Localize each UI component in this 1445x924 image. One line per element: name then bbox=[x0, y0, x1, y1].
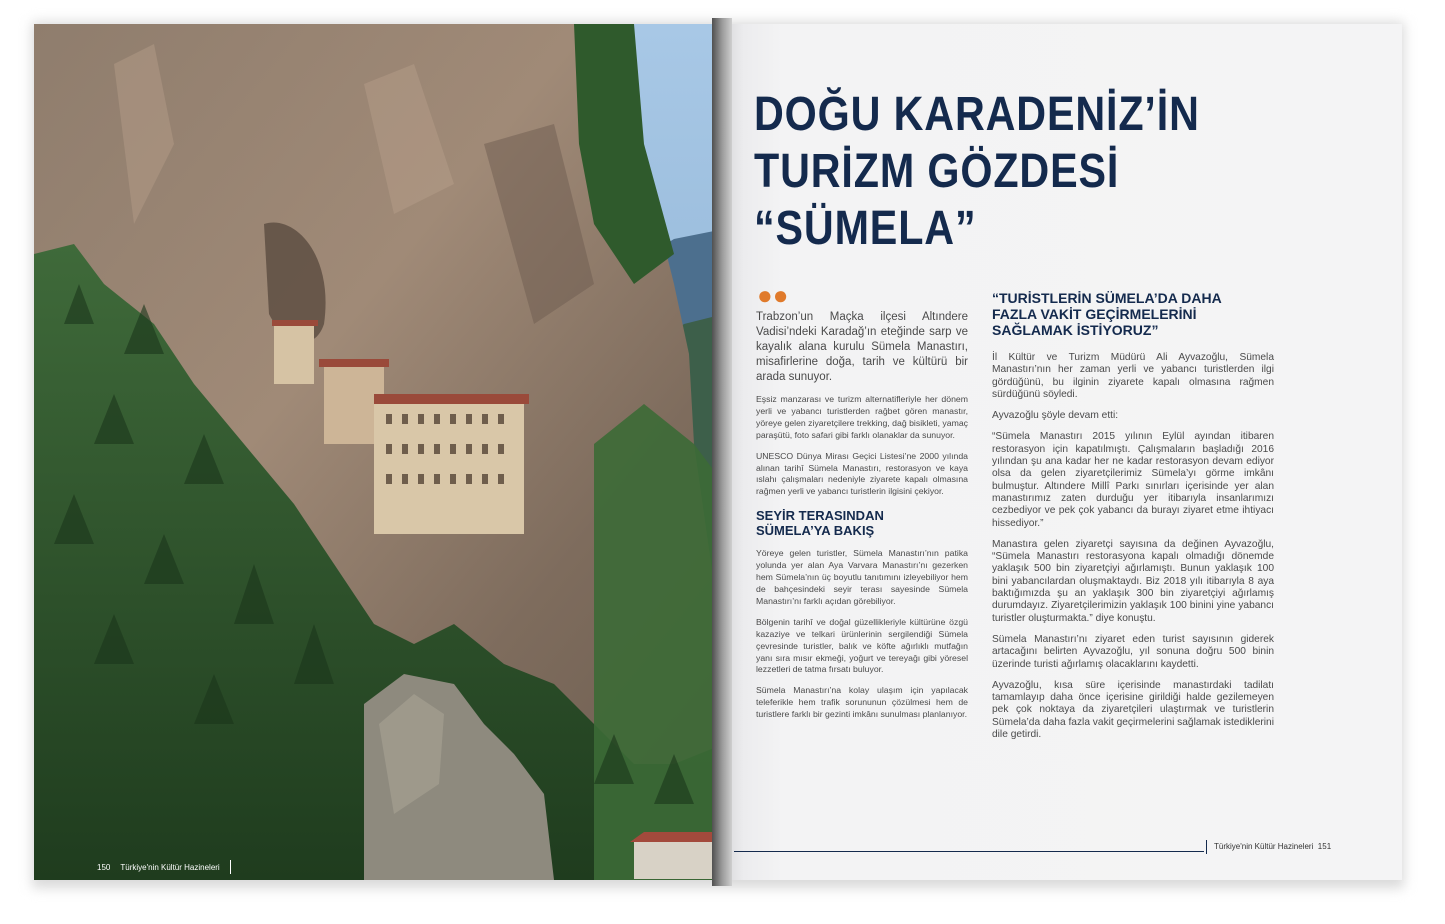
title-line: DOĞU KARADENİZ’İN bbox=[754, 88, 1200, 141]
article-column-right bbox=[992, 290, 1274, 750]
right-page-article bbox=[722, 24, 1402, 880]
body-paragraph: UNESCO Dünya Mirası Geçici Listesi’ne 2000 yılında alınan tarihî Sümela Manastırı, restorasyon ve kaya ıslahı çalışmaları nedeniyle ziyarete kapalı olmasına rağmen yerli ve yabancı turistlerin ilgisini çekiyor. bbox=[756, 450, 968, 497]
body-paragraph: Eşsiz manzarası ve turizm alternatifleriyle her dönem yerli ve yabancı turistlerden rağbet gören manastır, yöreye gelen ziyaretçilere trekking, dağ bisikleti, yamaç paraşütü, foto safari gibi farklı olanaklar da sunuyor. bbox=[756, 394, 968, 440]
body-paragraph: Sümela Manastırı’nı ziyaret eden turist sayısının giderek artacağını belirten Ayvazoğlu, yıl sonuna doğru 500 binin üzerinde turisti ağırlamış olacaklarını kaydetti. bbox=[992, 633, 1274, 670]
right-page-footer bbox=[734, 840, 1334, 856]
right-page-number: 151 bbox=[1317, 842, 1332, 851]
right-running-title: Türkiye'nin Kültür Hazineleri bbox=[1214, 842, 1314, 851]
section-heading-quote bbox=[992, 290, 1274, 338]
body-paragraph: Yöreye gelen turistler, Sümela Manastırı’nın patika yolunda yer alan Aya Varvara Manastırı’nı gezerken hem Sümela’nın üç boyutlu tanıtımını izleyebiliyor hem de bahçesindeki seyir terası sayesinde Sümela Manastırı’nı farklı açıdan görebiliyor. bbox=[756, 548, 968, 606]
left-running-title: Türkiye'nin Kültür Hazineleri bbox=[120, 862, 220, 872]
article-title bbox=[754, 86, 1287, 257]
title-line: “SÜMELA” bbox=[754, 202, 977, 255]
body-paragraph: Manastıra gelen ziyaretçi sayısına da değinen Ayvazoğlu, “Sümela Manastırı restorasyona kapalı olmadığı dönemde yaklaşık 500 bin ziyaretçiyi ağırlamıştı. Bunun yaklaşık 100 bini yabancılardan oluşmaktaydı. Biz 2018 yılı itibarıyla 8 aya baktığımızda şu an yaklaşık 300 bin ziyaretçiyi ağırlamış durumdayız. Ziyaretçilerimizin yaklaşık 100 binini yine yabancı turistler oluşturmakta.” diye konuştu. bbox=[992, 538, 1274, 624]
title-line: TURİZM GÖZDESİ bbox=[754, 145, 1120, 198]
spine-fold bbox=[712, 18, 732, 886]
section-subheading bbox=[756, 508, 968, 538]
body-paragraph: Ayvazoğlu şöyle devam etti: bbox=[992, 410, 1119, 422]
subheading-line: SÜMELA’YA BAKIŞ bbox=[756, 523, 875, 539]
heading-line: “TURİSTLERİN SÜMELA’DA DAHA bbox=[992, 290, 1222, 306]
subheading-line: SEYİR TERASINDAN bbox=[756, 508, 884, 524]
body-paragraph: Bölgenin tarihî ve doğal güzellikleriyle kültürüne özgü kazaziye ve telkari ürünlerinin sergilendiği Sümela çevresinde turistler, balık ve köfte ağırlıklı mutfağın yanı sıra mısır ekmeği, yoğurt ve tereyağı gibi yöresel lezzetleri de tatma fırsatı buluyor. bbox=[756, 616, 968, 675]
footer-text bbox=[1214, 842, 1331, 851]
body-paragraph: “Sümela Manastırı 2015 yılının Eylül ayından itibaren restorasyon için kapatılmıştı. Çalışmaların başladığı 2016 yılından şu ana kadar her ne kadar restorasyon devam ediyor olsa da gelen ziyaretçilerimiz Sümela’yı görme imkânı bulmuştur. Altındere Millî Parkı sınırları içerisinde yer alan manastırımız zaten durduğu yer itibarıyla insanlarımızı cezbediyor ve pek çok yabancı da burayı ziyaret etme ihtiyacı hissediyor.” bbox=[992, 431, 1274, 529]
article-column-left bbox=[756, 310, 968, 730]
body-paragraph: Sümela Manastırı’na kolay ulaşım için yapılacak teleferikle hem trafik sorununun çözülmesi hem de turistlere farklı bir gezinti imkânı sunulması planlanıyor. bbox=[756, 685, 968, 720]
footer-divider bbox=[230, 860, 231, 874]
lead-paragraph: Trabzon’un Maçka ilçesi Altındere Vadisi’ndeki Karadağ’ın eteğinde sarp ve kayalık alana kurulu Sümela Manastırı, misafirlerine doğa, tarih ve kültürü bir arada sunuyor. bbox=[756, 311, 968, 383]
left-page-footer bbox=[97, 860, 231, 874]
body-paragraph: Ayvazoğlu, kısa süre içerisinde manastırdaki tadilatı tamamlayıp daha önce içerisine girildiği halde gezilemeyen pek çok noktaya da ziyaretçileri ulaştırmak ve turistlerin Sümela’da daha fazla vakit geçirmelerini sağlamak istediklerini dile getirdi. bbox=[992, 679, 1274, 741]
footer-divider bbox=[1206, 840, 1207, 854]
body-paragraph: İl Kültür ve Turizm Müdürü Ali Ayvazoğlu, Sümela Manastırı’nın her zaman yerli ve yabancı turistlerden ilgi gördüğünü, bu ilginin ziyarete kapalı olmasına rağmen sürdüğünü söyledi. bbox=[992, 352, 1274, 400]
sumela-monastery-photo bbox=[34, 24, 724, 880]
heading-line: SAĞLAMAK İSTİYORUZ” bbox=[992, 322, 1159, 338]
quote-dots-icon: ●● bbox=[757, 281, 789, 310]
left-page-number: 150 bbox=[97, 862, 111, 872]
heading-line: FAZLA VAKİT GEÇİRMELERİNİ bbox=[992, 306, 1197, 322]
left-page-photo bbox=[34, 24, 724, 880]
footer-rule bbox=[734, 851, 1204, 852]
